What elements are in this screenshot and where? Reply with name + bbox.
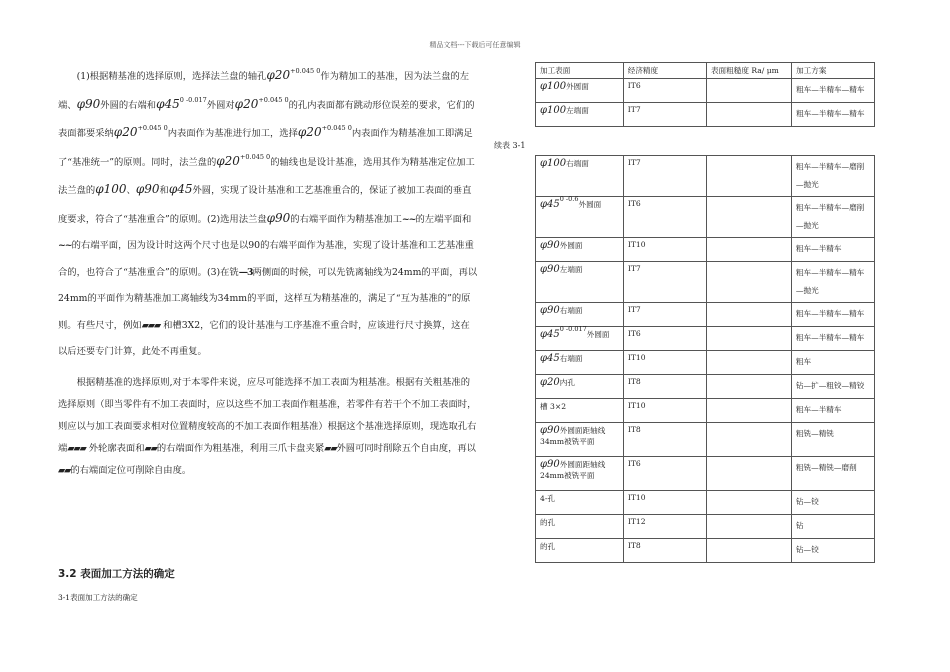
table-row [536, 327, 875, 351]
diameter-symbol: φ100 [95, 182, 127, 196]
grade-cell: IT6 [623, 327, 707, 351]
table-row [536, 539, 875, 563]
surface-label: 外圆面距轴线34mm被铣平面 [540, 426, 606, 446]
diameter-symbol: φ20 [234, 96, 259, 111]
diameter-symbol: φ45 [540, 329, 560, 340]
surface-cell [536, 457, 624, 491]
plan-cell: 粗铣—精铣—磨削 [791, 457, 874, 491]
plan-cell: 钻—扩—粗铰—精铰 [791, 375, 874, 399]
roughness-cell [707, 375, 791, 399]
plan-cell: 钻—铰 [791, 539, 874, 563]
roughness-cell [707, 303, 791, 327]
table-row [536, 79, 875, 103]
surface-label: 右端面 [559, 354, 583, 363]
grade-cell: IT10 [623, 238, 707, 262]
roughness-cell [707, 262, 791, 303]
text-run: 内表面作为精基准加工即满足了“基准统一”的原则。同时，法兰盘的 [58, 128, 473, 168]
tolerance: +0.045 0 [239, 152, 271, 161]
table-row [536, 238, 875, 262]
paragraph-precision-datum [58, 62, 478, 366]
diameter-symbol: φ90 [540, 425, 560, 436]
grade-cell: IT6 [623, 197, 707, 238]
diameter-symbol: φ100 [540, 105, 567, 116]
roughness-cell [707, 457, 791, 491]
text-run: 外圆对 [206, 99, 235, 111]
surface-cell [536, 303, 624, 327]
roughness-cell [707, 327, 791, 351]
grade-cell: IT10 [623, 351, 707, 375]
text-run: 外轮廓表面和 [85, 442, 145, 454]
process-table-part1 [535, 62, 875, 127]
diameter-symbol: φ90 [266, 210, 291, 225]
surface-label: 外圆面 [586, 330, 610, 339]
surface-label: 槽 3×2 [540, 402, 567, 411]
text-run: 根据精基准的选择原则,对于本零件来说，应尽可能选择不加工表面为粗基准。根据有关粗基准的选择原则（即当零件有不加工表面时，应以这些不加工表面作粗基准，若零件有若干个不加工表面时，则应以与加工表面要求相对位置精度较高的不加工表面作粗基准）根据这个基准选择原则，现选取孔右端 [58, 376, 477, 454]
plan-cell: 粗车—半精车—精车 [792, 103, 875, 127]
diameter-symbol: φ100 [540, 81, 567, 92]
surface-cell [536, 262, 624, 303]
text-run: 和 [159, 185, 169, 196]
roughness-cell [707, 156, 791, 197]
diameter-symbol: φ90 [76, 96, 101, 111]
roughness-cell [707, 539, 791, 563]
table-row [536, 399, 875, 423]
diameter-symbol: φ90 [540, 240, 560, 251]
surface-cell [536, 375, 624, 399]
text-run: 的轴线也是设计基准，选用其作为精基准定位加工法兰盘的 [58, 156, 475, 196]
surface-label: 外圆面 [559, 241, 583, 250]
roughness-cell [706, 103, 791, 127]
table-header-cell: 加工表面 [536, 63, 624, 79]
grade-cell: IT10 [623, 491, 707, 515]
diameter-symbol: φ90 [135, 182, 160, 196]
symbol-glyph: ~~ [401, 213, 416, 225]
diameter-symbol: φ90 [540, 264, 560, 275]
text-run: 外圆，实现了设计基准和工艺基准重合的，保证了被加工表面的垂直度要求，符合了“基准重合”的原则。(2)选用法兰盘 [58, 185, 472, 225]
surface-label: 外圆面 [566, 82, 589, 91]
plan-cell: 粗铣—精铣 [791, 423, 874, 457]
diameter-symbol: φ45 [540, 199, 560, 210]
grade-cell: IT7 [623, 262, 707, 303]
surface-label: 右端面 [566, 159, 589, 168]
table-row [536, 457, 875, 491]
surface-cell [536, 238, 624, 262]
plan-cell: 粗车—半精车—精车 [791, 327, 874, 351]
tolerance: +0.045 0 [258, 95, 289, 104]
diameter-symbol: φ20 [540, 377, 560, 388]
symbol-glyph: ▰▰▰ [67, 442, 86, 454]
surface-label: 右端面 [559, 306, 583, 315]
surface-label: 的孔 [540, 518, 556, 527]
grade-cell: IT12 [623, 515, 707, 539]
table-row [536, 423, 875, 457]
surface-cell [536, 491, 624, 515]
grade-cell: IT6 [623, 457, 707, 491]
tolerance: +0.045 0 [290, 67, 321, 75]
plan-cell: 粗车 [791, 351, 874, 375]
section-heading: 3.2 表面加工方法的确定 [58, 568, 175, 580]
surface-cell [536, 79, 624, 103]
text-run: 作为精加工的基准，因为法兰盘的左端、 [58, 71, 470, 111]
table-row [536, 262, 875, 303]
text-run: 的右端平面，因为设计时这两个尺寸也是以90的右端平面作为基准，实现了设计基准和工艺基准重合的，也符合了“基准重合”的原则。(3)在铣 [58, 240, 474, 278]
surface-cell [536, 515, 624, 539]
surface-cell [536, 156, 624, 197]
roughness-cell [706, 79, 791, 103]
tolerance: 0 -0.6 [559, 195, 579, 203]
diameter-symbol: φ45 [156, 96, 180, 111]
text-run: 外圆可同时削除五个自由度，再以 [336, 442, 476, 454]
table-row [536, 303, 875, 327]
surface-cell [536, 327, 624, 351]
diameter-symbol: φ20 [216, 153, 240, 168]
text-run: (1)根据精基准的选择原则，选择法兰盘的轴孔 [76, 71, 267, 82]
table-header-cell: 表面粗糙度 Ra/ μm [706, 63, 791, 79]
text-run: 的右端面定位可削除自由度。 [70, 464, 192, 476]
text-run: 内表面作为基准进行加工，选择 [167, 128, 298, 139]
plan-cell: 钻—铰 [791, 491, 874, 515]
tolerance: +0.045 0 [321, 124, 352, 132]
table-row [536, 197, 875, 238]
diameter-symbol: φ20 [297, 125, 322, 139]
surface-label: 内孔 [559, 378, 575, 387]
text-run: 两侧面的时候，可以先铣离轴线为24mm的平面，再以24mm的平面作为精基准加工离轴线为34mm的平面，这样互为精基准的，满足了“互为基准的”的原则。有些尺寸，例如 [58, 266, 478, 331]
tolerance: 0 -0.017 [559, 325, 587, 333]
symbol-glyph: ▰▰ [58, 464, 71, 476]
table-row [536, 515, 875, 539]
plan-cell: 粗车—半精车—磨削—抛光 [791, 156, 874, 197]
table-row [536, 103, 875, 127]
tolerance: +0.045 0 [137, 124, 168, 132]
text-run: 外圆的右端和 [100, 99, 157, 111]
grade-cell: IT7 [623, 103, 706, 127]
plan-cell: 钻 [791, 515, 874, 539]
table-row [536, 375, 875, 399]
diameter-symbol: φ90 [540, 459, 560, 470]
plan-cell: 粗车—半精车—精车 [792, 79, 875, 103]
surface-label: 的孔 [540, 542, 556, 551]
symbol-glyph: —3 [238, 266, 253, 278]
diameter-symbol: φ90 [540, 305, 560, 316]
grade-cell: IT7 [623, 303, 707, 327]
table-row [536, 351, 875, 375]
roughness-cell [707, 238, 791, 262]
grade-cell: IT8 [623, 423, 707, 457]
plan-cell: 粗车—半精车—精车—抛光 [791, 262, 874, 303]
text-run: 的左端平面和 [415, 213, 472, 225]
paragraph-rough-datum [58, 372, 478, 482]
roughness-cell [707, 491, 791, 515]
continued-caption: 续表 3-1 [494, 141, 526, 150]
surface-cell [536, 539, 624, 563]
diameter-symbol: φ20 [113, 125, 138, 139]
diameter-symbol: φ20 [266, 68, 291, 82]
grade-cell: IT7 [623, 156, 707, 197]
plan-cell: 粗车—半精车—精车 [791, 303, 874, 327]
surface-label: 外圆面距轴线24mm被铣平面 [540, 460, 606, 480]
text-run: 的孔内表面都有跳动形位误差的要求，它们的表面都要采纳 [58, 99, 475, 139]
process-table-part2 [535, 155, 875, 563]
plan-cell: 粗车—半精车 [791, 238, 874, 262]
table-header-cell: 经济精度 [623, 63, 706, 79]
page-header: 精品文档---下载后可任意编辑 [429, 41, 521, 49]
roughness-cell [707, 399, 791, 423]
symbol-glyph: ▰▰▰ [141, 319, 161, 331]
surface-label: 外圆面 [578, 200, 602, 209]
surface-cell [536, 103, 624, 127]
roughness-cell [707, 515, 791, 539]
surface-label: 左端面 [566, 106, 589, 115]
diameter-symbol: φ45 [540, 353, 560, 364]
table-header-cell: 加工方案 [792, 63, 875, 79]
roughness-cell [707, 351, 791, 375]
surface-cell [536, 351, 624, 375]
text-run: 的右端面作为粗基准，利用三爪卡盘夹紧 [156, 442, 325, 454]
body-text [58, 62, 478, 482]
text-run: 和槽3X2，它们的设计基准与工序基准不重合时，应该进行尺寸换算，这在以后还要专门计算，此处不再重复。 [58, 319, 470, 357]
grade-cell: IT8 [623, 375, 707, 399]
symbol-glyph: ▰▰ [324, 442, 337, 454]
table-row [536, 156, 875, 197]
symbol-glyph: ▰▰ [144, 442, 157, 454]
text-run: 的右端平面作为精基准加工 [290, 213, 402, 225]
surface-cell [536, 197, 624, 238]
surface-cell [536, 399, 624, 423]
surface-cell [536, 423, 624, 457]
grade-cell: IT10 [623, 399, 707, 423]
grade-cell: IT6 [623, 79, 706, 103]
table-caption: 3-1表面加工方法的确定 [58, 593, 138, 602]
roughness-cell [707, 197, 791, 238]
grade-cell: IT8 [623, 539, 707, 563]
table-row [536, 491, 875, 515]
diameter-symbol: φ45 [168, 182, 193, 196]
roughness-cell [707, 423, 791, 457]
symbol-glyph: ~~ [58, 240, 72, 251]
plan-cell: 粗车—半精车 [791, 399, 874, 423]
text-run: 、 [126, 185, 136, 196]
plan-cell: 粗车—半精车—磨削—抛光 [791, 197, 874, 238]
tolerance: 0 -0.017 [179, 95, 207, 104]
surface-label: 4-孔 [540, 494, 555, 503]
surface-label: 左端面 [559, 265, 583, 274]
diameter-symbol: φ100 [540, 158, 567, 169]
